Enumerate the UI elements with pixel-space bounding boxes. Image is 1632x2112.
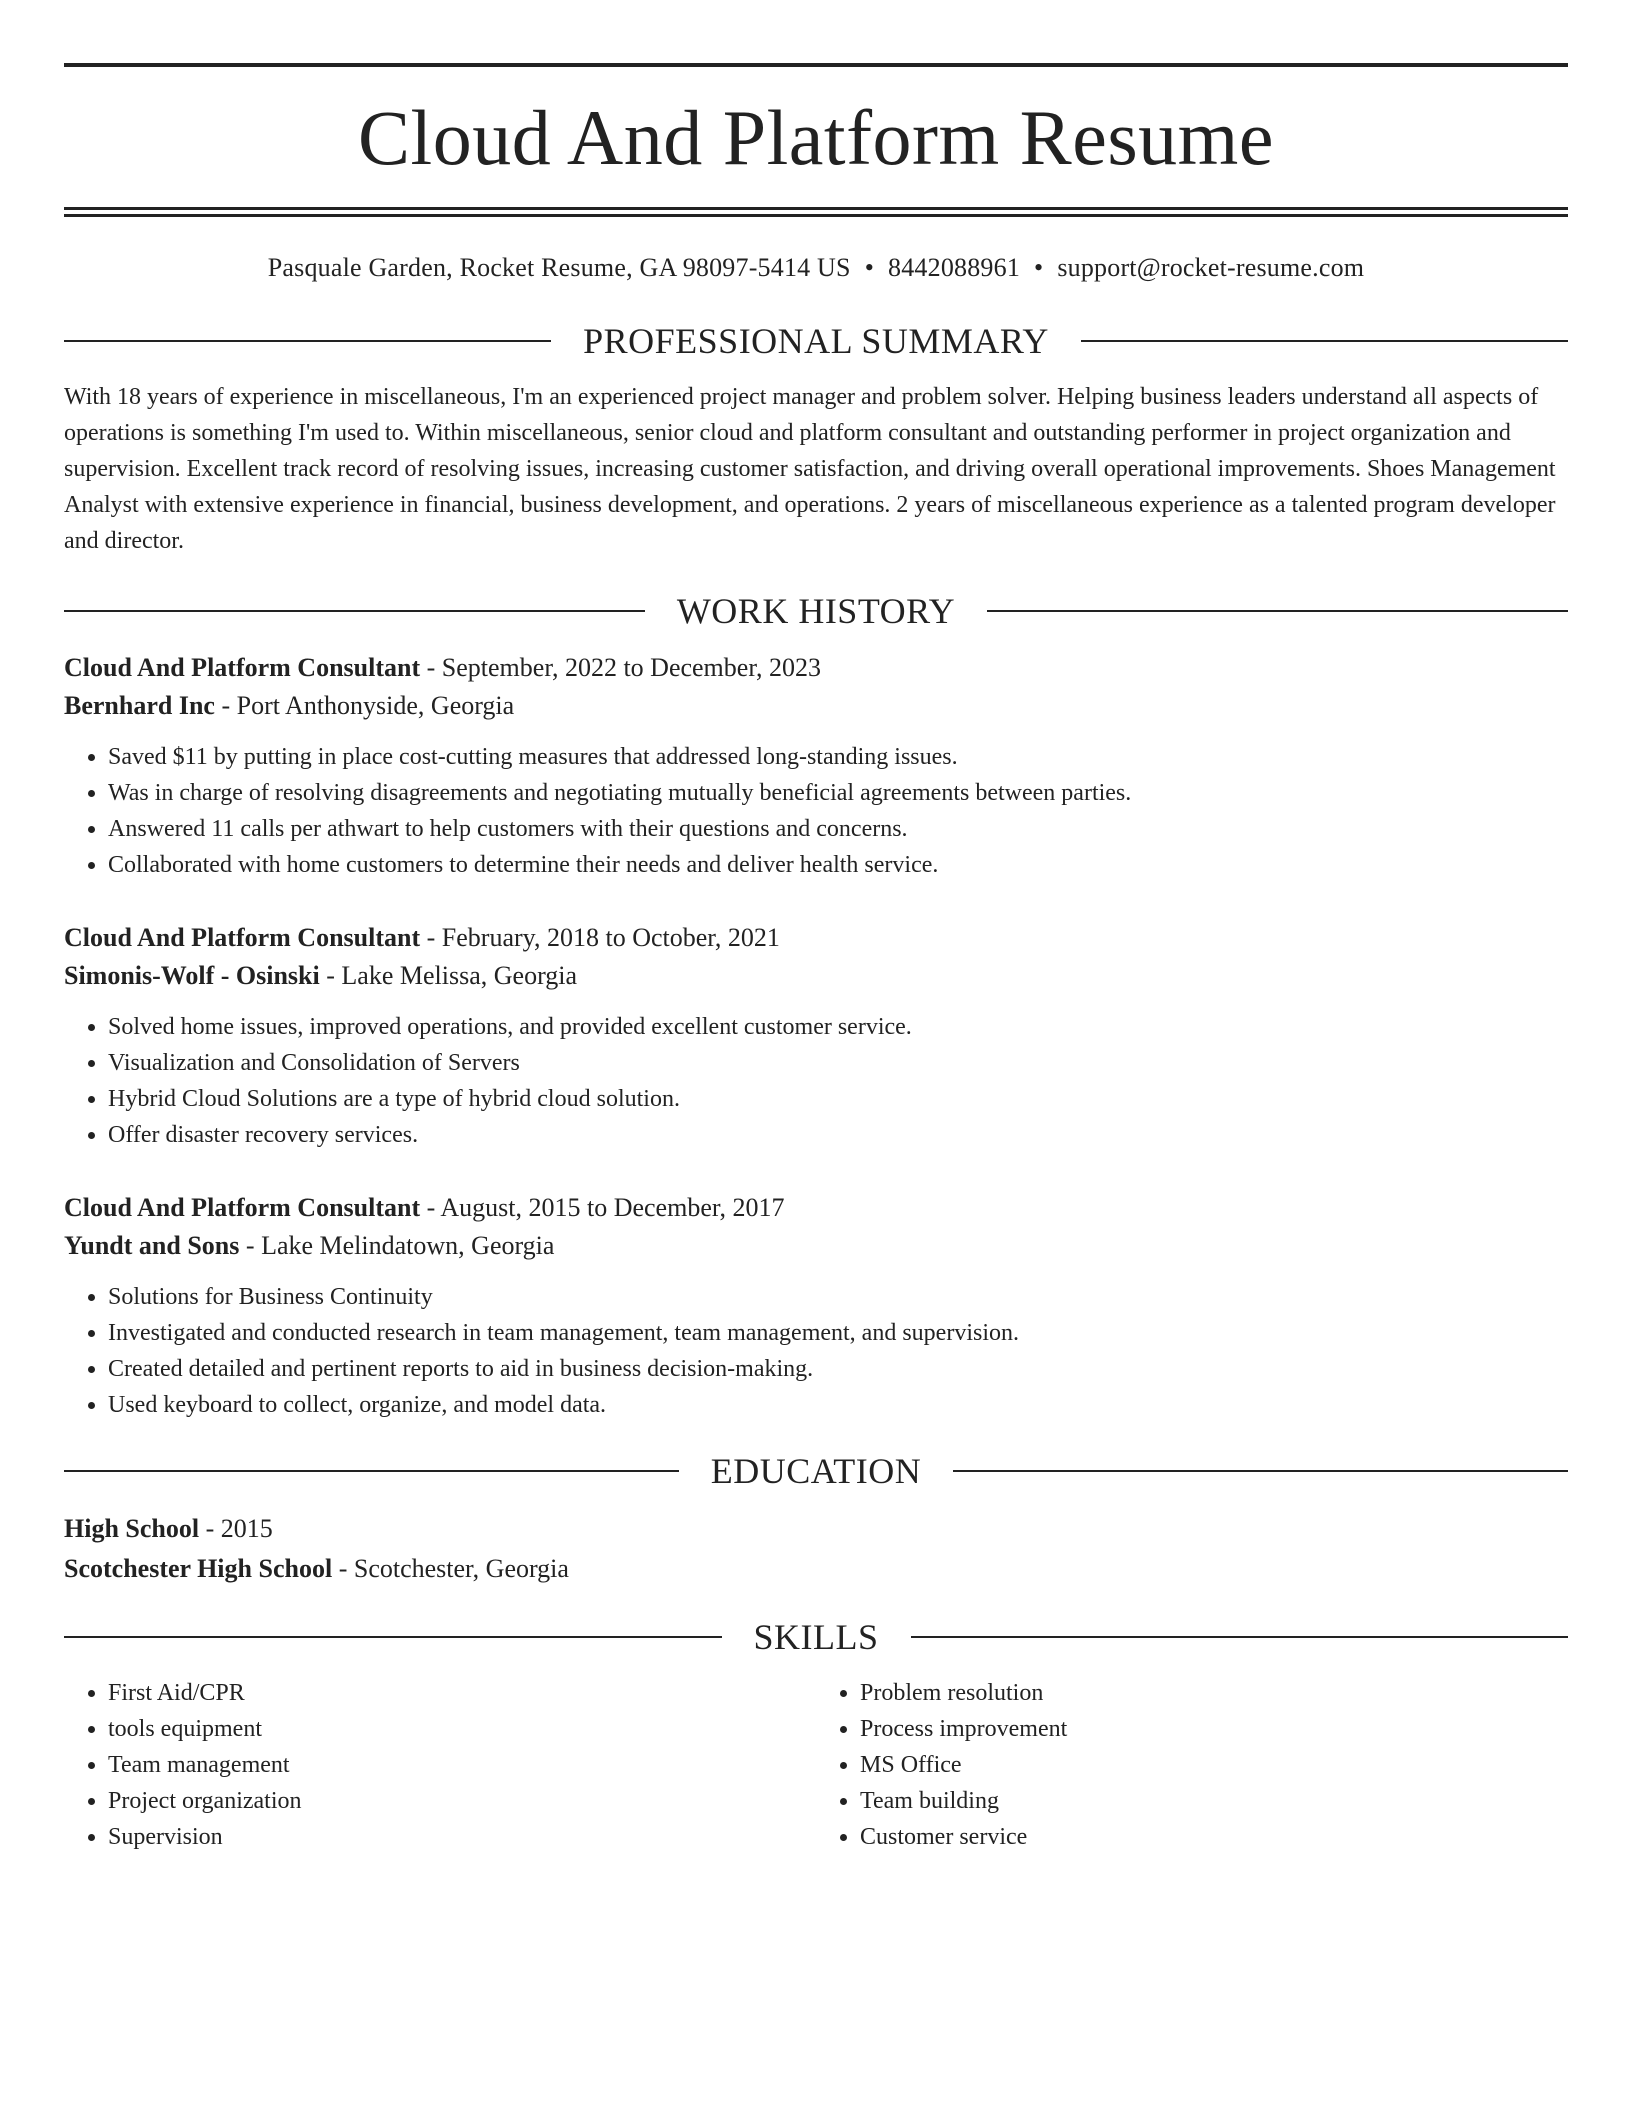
job-bullet: • Answered 11 calls per athwart to help customers with their questions and concerns. (108, 811, 1568, 847)
education-degree: High School (64, 1514, 200, 1543)
skill-item: • Project organization (108, 1783, 816, 1819)
education-school-line: Scotchester High School - Scotchester, Georgia (64, 1554, 569, 1583)
education-location: Scotchester, Georgia (353, 1554, 569, 1583)
skills-column-right (816, 1675, 1568, 1855)
section-rule-left (64, 1470, 679, 1472)
job-bullet: • Solutions for Business Continuity (108, 1279, 1568, 1315)
section-rule-left (64, 1636, 722, 1638)
resume-title: Cloud And Platform Resume (358, 94, 1274, 181)
job-title: Cloud And Platform Consultant (64, 923, 421, 952)
title-double-rule (64, 207, 1568, 217)
job-title-line: Cloud And Platform Consultant - February, 2018 to October, 2021 (64, 923, 780, 952)
contact-address: Pasquale Garden, Rocket Resume, GA 98097-5414 US (267, 253, 851, 282)
job-bullets (64, 1009, 1568, 1153)
job-bullet: • Was in charge of resolving disagreements and negotiating mutually beneficial agreements between parties. (108, 775, 1568, 811)
job-location: Lake Melindatown, Georgia (261, 1231, 555, 1260)
job-dates: February, 2018 to October, 2021 (441, 923, 780, 952)
contact-separator: • (1034, 253, 1044, 282)
skill-item: • Team building (860, 1783, 1568, 1819)
section-rule-right (911, 1636, 1569, 1638)
job-bullet: • Saved $11 by putting in place cost-cutting measures that addressed long-standing issues. (108, 739, 1568, 775)
job-bullet: • Investigated and conducted research in team management, team management, and supervision. (108, 1315, 1568, 1351)
job-bullet: • Hybrid Cloud Solutions are a type of hybrid cloud solution. (108, 1081, 1568, 1117)
education-degree-line: High School - 2015 (64, 1514, 273, 1543)
skills-column-left (64, 1675, 816, 1855)
skill-item: • Process improvement (860, 1711, 1568, 1747)
job-company-line: Yundt and Sons - Lake Melindatown, Georgia (64, 1231, 555, 1260)
contact-separator: • (864, 253, 875, 282)
job-entry (64, 919, 1568, 1153)
skill-item: • Supervision (108, 1819, 816, 1855)
job-bullet: • Used keyboard to collect, organize, and model data. (108, 1387, 1568, 1423)
contact-phone: 8442088961 (888, 253, 1021, 282)
skill-item: • First Aid/CPR (108, 1675, 816, 1711)
job-company-line: Simonis-Wolf - Osinski - Lake Melissa, Georgia (64, 961, 578, 990)
contact-line (64, 253, 1568, 283)
job-bullet: • Offer disaster recovery services. (108, 1117, 1568, 1153)
job-location: Lake Melissa, Georgia (341, 961, 578, 990)
work-section-header (64, 593, 1568, 629)
section-rule-right (1081, 340, 1568, 342)
section-rule-left (64, 610, 645, 612)
job-bullet: • Created detailed and pertinent reports to aid in business decision-making. (108, 1351, 1568, 1387)
skill-item: • Team management (108, 1747, 816, 1783)
skill-item: • Problem resolution (860, 1675, 1568, 1711)
skills-section-header (64, 1619, 1568, 1655)
job-entry (64, 649, 1568, 883)
job-bullets (64, 739, 1568, 883)
job-dates: August, 2015 to December, 2017 (440, 1193, 785, 1222)
job-title-line: Cloud And Platform Consultant - September, 2022 to December, 2023 (64, 653, 821, 682)
job-company-line: Bernhard Inc - Port Anthonyside, Georgia (64, 691, 515, 720)
summary-section-header (64, 323, 1568, 359)
job-company: Bernhard Inc (64, 691, 215, 720)
education-school: Scotchester High School (64, 1554, 333, 1583)
job-title-line: Cloud And Platform Consultant - August, 2015 to December, 2017 (64, 1193, 785, 1222)
skill-item: • MS Office (860, 1747, 1568, 1783)
job-bullet: • Visualization and Consolidation of Servers (108, 1045, 1568, 1081)
job-title: Cloud And Platform Consultant (64, 653, 421, 682)
skills-heading: SKILLS (753, 1617, 879, 1657)
skills-list (64, 1675, 1568, 1855)
job-title: Cloud And Platform Consultant (64, 1193, 421, 1222)
top-rule (64, 63, 1568, 67)
resume-page (64, 0, 1568, 1855)
skill-item: • Customer service (860, 1819, 1568, 1855)
summary-text: With 18 years of experience in miscellaneous, I'm an experienced project manager and problem solver. Helping business leaders understand all aspects of operations is something I'm used to. Within miscellaneous, senior cloud and platform consultant and outstanding performer in project organization and supervision. Excellent track record of resolving issues, increasing customer satisfaction, and driving overall operational improvements. Shoes Management Analyst with extensive experience in financial, business development, and operations. 2 years of miscellaneous experience as a talented program developer and director. (64, 384, 1556, 554)
job-location: Port Anthonyside, Georgia (236, 691, 515, 720)
skill-item: • tools equipment (108, 1711, 816, 1747)
work-heading: WORK HISTORY (676, 591, 956, 631)
job-company: Yundt and Sons (64, 1231, 240, 1260)
job-company: Simonis-Wolf - Osinski (64, 961, 320, 990)
job-bullet: • Collaborated with home customers to determine their needs and deliver health service. (108, 847, 1568, 883)
summary-heading: PROFESSIONAL SUMMARY (583, 321, 1049, 361)
education-year: 2015 (220, 1514, 273, 1543)
education-section-header (64, 1453, 1568, 1489)
job-dates: September, 2022 to December, 2023 (441, 653, 821, 682)
job-entry (64, 1189, 1568, 1423)
job-bullets (64, 1279, 1568, 1423)
job-bullet: • Solved home issues, improved operations, and provided excellent customer service. (108, 1009, 1568, 1045)
section-rule-left (64, 340, 551, 342)
contact-email: support@rocket-resume.com (1057, 253, 1365, 282)
section-rule-right (953, 1470, 1568, 1472)
education-heading: EDUCATION (710, 1451, 922, 1491)
section-rule-right (987, 610, 1568, 612)
